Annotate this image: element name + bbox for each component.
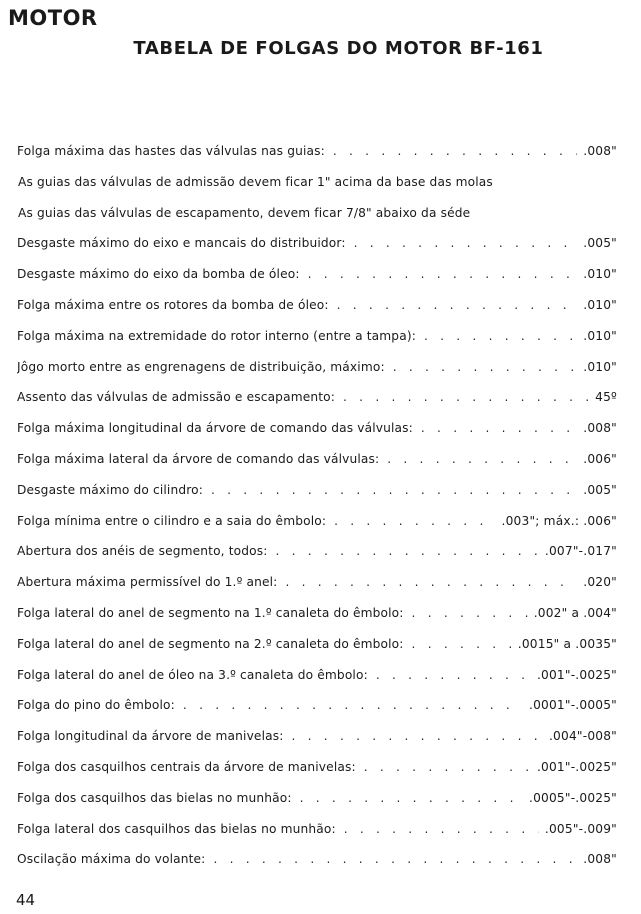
spec-row-main-bearing-clearance [17,759,617,790]
spec-row-cylinder-wear [17,482,617,513]
spec-label: Folga lateral dos casquilhos das bielas no munhão: [17,821,336,836]
spec-value: .005"-.009" [544,821,617,836]
spec-label: Folga longitudinal da árvore de manivelas: [17,729,284,744]
spec-value: .001"-.0025" [536,667,617,682]
dot-leader [393,359,578,375]
spec-row-camshaft-end-play [17,420,617,451]
dot-leader [213,851,577,867]
spec-row-rod-bearing-clearance [17,790,617,821]
spec-label: Folga máxima na extremidade do rotor interno (entre a tampa): [17,328,416,343]
dot-leader [421,420,577,436]
spec-value: .002" a .004" [533,605,617,620]
spec-label: Folga máxima entre os rotores da bomba de óleo: [17,297,329,312]
dot-leader [387,451,577,467]
spec-label: Folga máxima lateral da árvore de comando das válvulas: [17,451,380,466]
spec-value: .004"-008" [548,729,617,744]
spec-value: .010" [583,297,617,312]
dot-leader [412,605,528,621]
spec-value: .005" [583,482,617,497]
spec-label: Folga dos casquilhos centrais da árvore de manivelas: [17,759,356,774]
spec-label: Folga lateral do anel de óleo na 3.º canaleta do êmbolo: [17,667,368,682]
spec-label: As guias das válvulas de escapamento, devem ficar 7/8" abaixo da séde [18,205,471,220]
spec-note-intake-guides [17,174,617,205]
spec-label: Desgaste máximo do eixo da bomba de óleo: [17,267,300,282]
dot-leader [285,574,577,590]
spec-row-piston-skirt-clearance [17,513,617,544]
spec-label: Folga do pino do êmbolo: [17,698,175,713]
spec-row-crankshaft-end-play [17,728,617,759]
dot-leader [292,728,543,744]
spec-value: .0001"-.0005" [529,698,617,713]
dot-leader [308,266,578,282]
spec-label: Folga máxima longitudinal da árvore de comando das válvulas: [17,421,413,436]
spec-label: Assento das válvulas de admissão e escapamento: [17,390,336,405]
spec-row-oil-pump-rotor-clearance [17,297,617,328]
dot-leader [337,297,578,313]
spec-label: Abertura máxima permissível do 1.º anel: [17,575,278,590]
dot-leader [376,667,531,683]
dot-leader [334,513,495,529]
spec-row-oil-pump-shaft-wear [17,266,617,297]
spec-row-first-ring-max-gap [17,574,617,605]
spec-value: .008" [583,421,617,436]
spec-value: 45º [595,390,617,405]
spec-value: .008" [583,852,617,867]
spec-row-distributor-shaft-wear [17,235,617,266]
spec-value: .001"-.0025" [536,759,617,774]
dot-leader [276,543,539,559]
section-title: MOTOR [8,6,98,30]
page-number: 44 [16,891,36,909]
spec-value: .010" [583,267,617,282]
spec-value: .005" [583,236,617,251]
spec-value: .020" [583,575,617,590]
table-title: TABELA DE FOLGAS DO MOTOR BF-161 [133,38,544,59]
spec-label: Folga máxima das hastes das válvulas nas guias: [17,144,325,158]
dot-leader [183,697,523,713]
spec-row-flywheel-runout [17,851,617,882]
spec-row-timing-gear-backlash [17,359,617,390]
spec-value: .003"; máx.: .006" [501,513,617,528]
spec-note-exhaust-guides [17,205,617,236]
spec-row-camshaft-side-clearance [17,451,617,482]
spec-row-ring-side-clearance-groove-2 [17,636,617,667]
spec-value: .010" [583,359,617,374]
spec-value: .0015" a .0035" [517,636,617,651]
spec-label: Oscilação máxima do volante: [17,852,206,867]
spec-label: Folga dos casquilhos das bielas no munhão: [17,790,292,805]
spec-label: Folga lateral do anel de segmento na 1.º canaleta do êmbolo: [17,605,404,620]
dot-leader [333,143,577,159]
spec-row-ring-side-clearance-groove-1 [17,605,617,636]
spec-row-oil-ring-side-clearance-groove-3 [17,667,617,698]
spec-value: .006" [583,451,617,466]
spec-value: .007"-.017" [544,544,617,559]
dot-leader [364,759,531,775]
specs-list [17,143,617,882]
spec-row-max-stem-guide-clearance [17,143,617,174]
spec-value: .010" [583,328,617,343]
spec-label: As guias das válvulas de admissão devem ficar 1" acima da base das molas [18,174,493,189]
spec-row-valve-seat-angle [17,389,617,420]
dot-leader [300,790,523,806]
spec-row-inner-rotor-end-clearance [17,328,617,359]
spec-label: Jôgo morto entre as engrenagens de distribuição, máximo: [17,359,385,374]
spec-label: Folga mínima entre o cilindro e a saia do êmbolo: [17,513,327,528]
spec-value: .008" [583,144,617,158]
spec-row-piston-pin-clearance [17,697,617,728]
spec-row-ring-gap-all [17,543,617,574]
dot-leader [424,328,577,344]
dot-leader [412,636,512,652]
dot-leader [344,821,539,837]
spec-label: Desgaste máximo do cilindro: [17,482,203,497]
spec-label: Desgaste máximo do eixo e mancais do distribuidor: [17,236,346,251]
spec-label: Abertura dos anéis de segmento, todos: [17,544,268,559]
dot-leader [211,482,577,498]
spec-label: Folga lateral do anel de segmento na 2.º canaleta do êmbolo: [17,636,404,651]
dot-leader [343,389,589,405]
spec-row-rod-bearing-side-clearance [17,821,617,852]
dot-leader [354,235,578,251]
spec-value: .0005"-.0025" [529,790,617,805]
